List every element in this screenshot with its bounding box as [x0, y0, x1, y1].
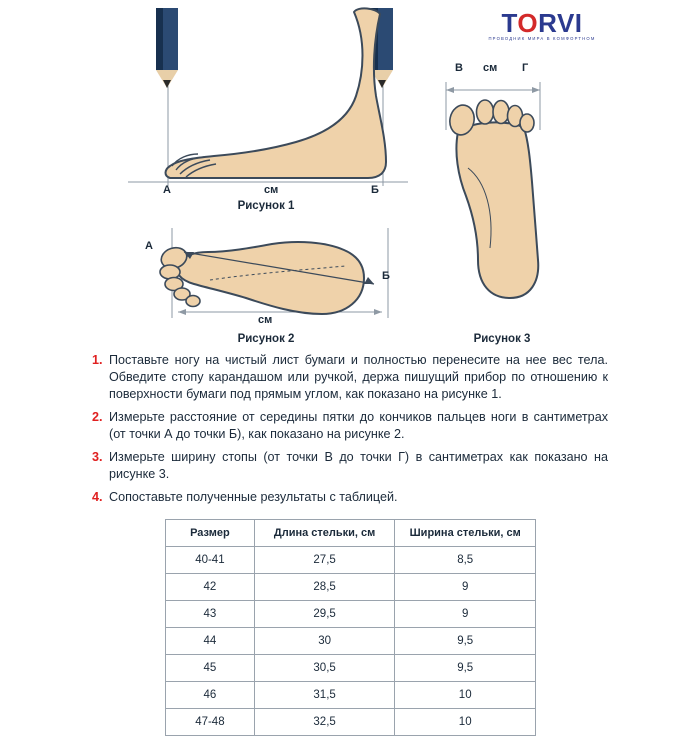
table-row	[166, 574, 536, 601]
table-cell-size: 44	[166, 628, 255, 655]
table-cell-length: 31,5	[254, 682, 395, 709]
table-cell-width: 9	[395, 601, 536, 628]
table-cell-width: 9	[395, 574, 536, 601]
table-row	[166, 601, 536, 628]
table-cell-length: 30,5	[254, 655, 395, 682]
table-cell-length: 32,5	[254, 709, 395, 736]
instruction-step	[92, 352, 608, 403]
table-cell-length: 29,5	[254, 601, 395, 628]
figure3-label-cm: см	[483, 62, 498, 74]
step-number: 2.	[92, 410, 103, 424]
table-header-cell: Длина стельки, см	[254, 520, 395, 547]
step-text: Измерьте ширину стопы (от точки В до точки Г) в сантиметрах как показано на рисунке 3.	[109, 450, 608, 481]
table-cell-length: 28,5	[254, 574, 395, 601]
pencil-left-icon	[156, 8, 178, 88]
size-table-wrapper	[165, 519, 536, 736]
figure1-label-cm: см	[264, 184, 279, 196]
table-row	[166, 709, 536, 736]
step-text: Измерьте расстояние от середины пятки до кончиков пальцев ноги в сантиметрах (от точки А до точки Б), как показано на рисунке 2.	[109, 410, 608, 441]
table-row	[166, 682, 536, 709]
figure3-label-g: Г	[522, 62, 529, 74]
figures-area	[0, 0, 700, 352]
step-number: 4.	[92, 490, 103, 504]
figure2-label-cm: см	[258, 314, 273, 326]
figure1-label-b: Б	[371, 184, 379, 196]
table-cell-size: 42	[166, 574, 255, 601]
step-text: Сопоставьте полученные результаты с таблицей.	[109, 490, 398, 504]
table-cell-length: 30	[254, 628, 395, 655]
table-cell-width: 9,5	[395, 655, 536, 682]
table-cell-size: 47-48	[166, 709, 255, 736]
table-cell-width: 8,5	[395, 547, 536, 574]
table-header-cell: Ширина стельки, см	[395, 520, 536, 547]
table-cell-size: 45	[166, 655, 255, 682]
figure-1-caption: Рисунок 1	[237, 200, 295, 212]
figure2-label-a: А	[145, 240, 153, 252]
step-number: 3.	[92, 450, 103, 464]
logo-text-before: T	[501, 8, 518, 38]
table-header-row	[166, 520, 536, 547]
size-table	[165, 519, 536, 736]
table-row	[166, 628, 536, 655]
table-cell-size: 40-41	[166, 547, 255, 574]
step-text: Поставьте ногу на чистый лист бумаги и полностью перенесите на нее вес тела. Обведите стопу карандашом или ручкой, держа пишущий прибор по отношению к поверхности бумаги под прямым углом, как показано на рисунке 1.	[109, 353, 608, 401]
logo-tagline: ПРОВОДНИК МИРА В КОМФОРТНОМ	[488, 36, 596, 41]
table-cell-width: 10	[395, 709, 536, 736]
table-row	[166, 655, 536, 682]
figure-3-drawing	[428, 72, 588, 322]
instructions-list	[92, 352, 608, 512]
table-header-cell: Размер	[166, 520, 255, 547]
figure3-label-v: В	[455, 62, 463, 74]
table-cell-width: 9,5	[395, 628, 536, 655]
figure-2-caption: Рисунок 2	[237, 333, 295, 345]
figure-3-caption: Рисунок 3	[473, 333, 531, 345]
figure1-label-a: А	[163, 184, 171, 196]
logo-text-red: O	[517, 8, 539, 38]
logo-text-after: RVI	[538, 8, 583, 38]
table-cell-width: 10	[395, 682, 536, 709]
instruction-step	[92, 449, 608, 483]
instruction-step	[92, 489, 608, 506]
step-number: 1.	[92, 353, 103, 367]
table-row	[166, 547, 536, 574]
instruction-step	[92, 409, 608, 443]
table-cell-length: 27,5	[254, 547, 395, 574]
figure2-label-b: Б	[382, 270, 390, 282]
table-cell-size: 46	[166, 682, 255, 709]
table-cell-size: 43	[166, 601, 255, 628]
